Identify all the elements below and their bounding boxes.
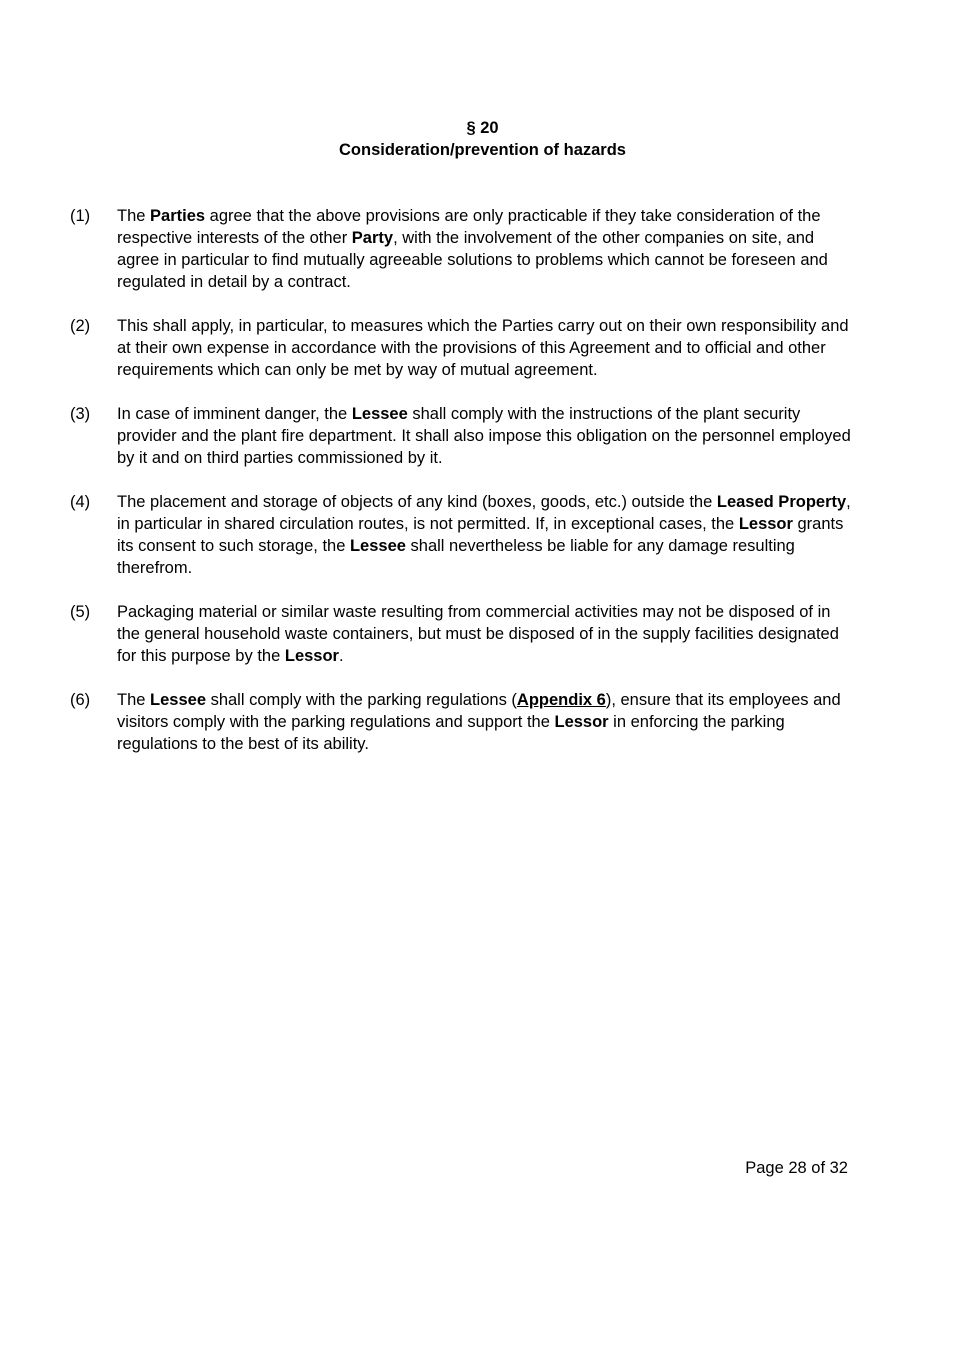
defined-term: Lessor bbox=[554, 713, 609, 731]
clause-6 bbox=[70, 689, 860, 755]
defined-term: Parties bbox=[150, 207, 206, 225]
clause-text: Packaging material or similar waste resulting from commercial activities may not be disposed of in the general household waste containers, but must be disposed of in the supply facilities designated for this purpose by the Lessor. bbox=[117, 603, 839, 665]
clause-text: The Parties agree that the above provisions are only practicable if they take consideration of the respective interests of the other Party, with the involvement of the other companies on site, and agree in particular to find mutually agreeable solutions to problems which cannot be foreseen and regulated in detail by a contract. bbox=[117, 207, 828, 291]
clause-4 bbox=[70, 491, 860, 579]
defined-term: Lessor bbox=[738, 515, 793, 533]
page-number: Page 28 of 32 bbox=[745, 1159, 848, 1177]
clause-number: (1) bbox=[70, 207, 91, 225]
clause-number: (4) bbox=[70, 493, 91, 511]
defined-term: Leased Property bbox=[716, 493, 847, 511]
defined-term: Party bbox=[351, 229, 394, 247]
defined-term: Lessee bbox=[150, 691, 206, 709]
clause-list bbox=[70, 205, 860, 777]
clause-3 bbox=[70, 403, 860, 469]
defined-term: Lessee bbox=[351, 405, 408, 423]
clause-1 bbox=[70, 205, 860, 293]
clause-text: The placement and storage of objects of any kind (boxes, goods, etc.) outside the Leased Property, in particular in shared circulation routes, is not permitted. If, in exceptional cases, the Lessor grants its consent to such storage, the Lessee shall nevertheless be liable for any damage resulting therefrom. bbox=[117, 493, 851, 577]
clause-text: The Lessee shall comply with the parking regulations (Appendix 6), ensure that its employees and visitors comply with the parking regulations and support the Lessor in enforcing the parking regulations to the best of its ability. bbox=[117, 691, 841, 753]
section-number: § 20 bbox=[466, 119, 499, 137]
clause-number: (6) bbox=[70, 691, 91, 709]
clause-5 bbox=[70, 601, 860, 667]
clause-2 bbox=[70, 315, 860, 381]
defined-term: Lessee bbox=[349, 537, 406, 555]
clause-number: (5) bbox=[70, 603, 91, 621]
clause-number: (3) bbox=[70, 405, 91, 423]
clause-number: (2) bbox=[70, 317, 91, 335]
clause-text: In case of imminent danger, the Lessee shall comply with the instructions of the plant security provider and the plant fire department. It shall also impose this obligation on the personnel employed by it and on third parties commissioned by it. bbox=[117, 405, 851, 467]
section-title: Consideration/prevention of hazards bbox=[339, 141, 626, 159]
appendix-link[interactable]: Appendix 6 bbox=[516, 691, 606, 709]
clause-text: This shall apply, in particular, to measures which the Parties carry out on their own responsibility and at their own expense in accordance with the provisions of this Agreement and to official and other requirements which can only be met by way of mutual agreement. bbox=[117, 317, 849, 379]
defined-term: Lessor bbox=[284, 647, 339, 665]
